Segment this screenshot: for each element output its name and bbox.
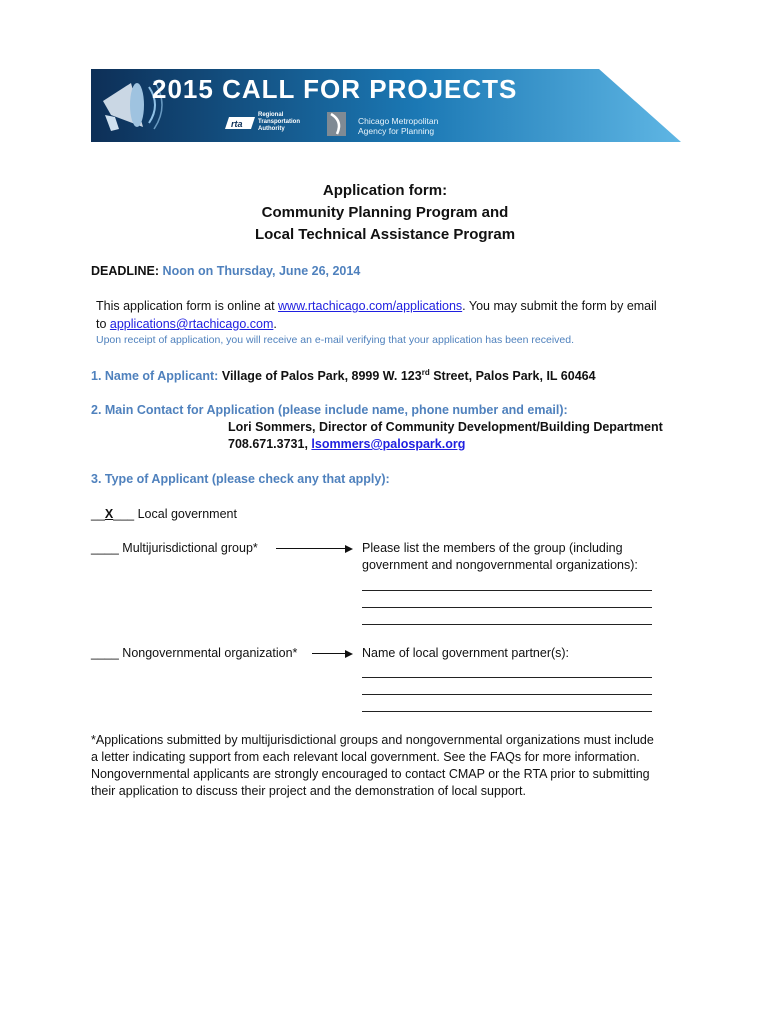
- multi-members-line-3[interactable]: [362, 624, 652, 625]
- footnote-line1: *Applications submitted by multijurisdictional groups and nongovernmental organizations must include: [91, 733, 654, 747]
- contact-label: 2. Main Contact for Application (please include name, phone number and email):: [91, 403, 568, 417]
- svg-text:rta: rta: [231, 119, 243, 129]
- contact-phone: 708.671.3731,: [228, 437, 312, 451]
- deadline: [91, 264, 360, 278]
- applicant-row: [91, 368, 596, 383]
- footnote-line4: their application to discuss their project and the demonstration of local support.: [91, 784, 526, 798]
- applicant-value: Village of Palos Park, 8999 W. 123rd Street, Palos Park, IL 60464: [221, 368, 596, 384]
- deadline-value: Noon on Thursday, June 26, 2014: [162, 264, 361, 278]
- cmap-name: Chicago Metropolitan Agency for Planning: [358, 116, 439, 136]
- deadline-label: DEADLINE:: [91, 264, 160, 278]
- local-government-check[interactable]: X: [104, 507, 114, 521]
- local-government-label: Local government: [134, 507, 237, 521]
- footnote-line2: a letter indicating support from each relevant local government. See the FAQs for more information.: [91, 750, 640, 764]
- option-nongovernmental[interactable]: [91, 646, 297, 660]
- cmap-logo-icon: [327, 112, 346, 136]
- contact-email-link[interactable]: lsommers@palospark.org: [311, 437, 466, 451]
- multi-members-line-2[interactable]: [362, 607, 652, 608]
- banner-title: 2015 CALL FOR PROJECTS: [152, 74, 518, 104]
- multi-prompt-line1: Please list the members of the group (including: [362, 541, 623, 555]
- form-title-line2: Community Planning Program and: [261, 204, 509, 221]
- contact-phone-email: [228, 437, 465, 451]
- form-title-line3: Local Technical Assistance Program: [254, 226, 516, 243]
- applicant-label: 1. Name of Applicant:: [91, 369, 219, 384]
- nongovernmental-label: Nongovernmental organization*: [118, 646, 298, 660]
- multi-members-line-1[interactable]: [362, 590, 652, 591]
- receipt-notice: Upon receipt of application, you will receive an e-mail verifying that your application has been received.: [96, 334, 575, 346]
- nongov-prompt: Name of local government partner(s):: [362, 646, 570, 660]
- rta-name: Regional Transportation Authority: [258, 112, 301, 132]
- option-local-government[interactable]: __X___ Local government: [91, 507, 237, 521]
- footnote-line3: Nongovernmental applicants are strongly encouraged to contact CMAP or the RTA prior to submitting: [91, 767, 650, 781]
- multijurisdictional-label: Multijurisdictional group*: [118, 541, 258, 555]
- multi-prompt-line2: government and nongovernmental organizations):: [362, 558, 638, 572]
- form-title-line1: Application form:: [322, 182, 448, 199]
- nongovernmental-blank[interactable]: ____: [91, 646, 119, 660]
- partner-line-3[interactable]: [362, 711, 652, 712]
- intro-line2: to applications@rtachicago.com.: [96, 317, 277, 331]
- intro-line1: This application form is online at www.rtachicago.com/applications. You may submit the form by email: [96, 299, 657, 313]
- partner-line-2[interactable]: [362, 694, 652, 695]
- type-label: 3. Type of Applicant (please check any that apply):: [91, 472, 390, 486]
- multijurisdictional-blank[interactable]: ____: [91, 541, 119, 555]
- applications-url-link[interactable]: www.rtachicago.com/applications: [278, 299, 463, 313]
- contact-name: Lori Sommers, Director of Community Development/Building Department: [228, 420, 663, 434]
- option-multijurisdictional[interactable]: [91, 541, 258, 555]
- partner-line-1[interactable]: [362, 677, 652, 678]
- applications-email-link[interactable]: applications@rtachicago.com: [109, 317, 274, 331]
- rta-logo-icon: [225, 117, 255, 129]
